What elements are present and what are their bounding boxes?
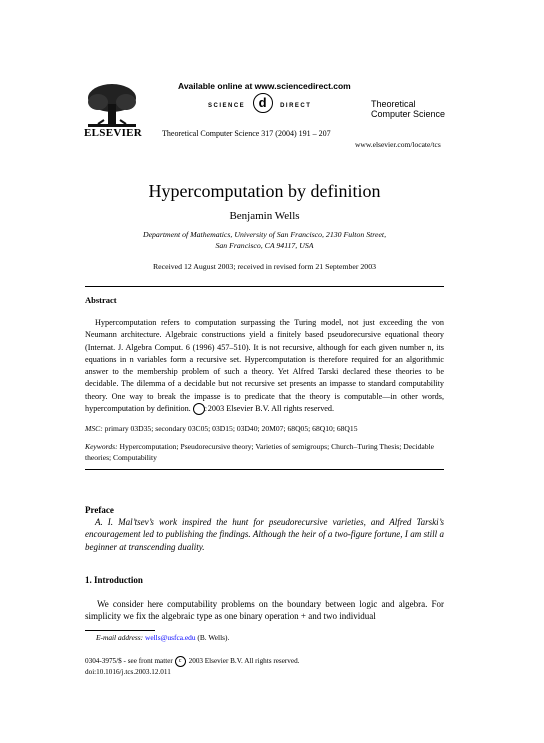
journal-url[interactable]: www.elsevier.com/locate/tcs (355, 140, 441, 149)
footer-doi: doi:10.1016/j.tcs.2003.12.011 (85, 668, 171, 677)
journal-logo (371, 99, 445, 119)
footer (85, 656, 299, 678)
author-name: Benjamin Wells (229, 210, 300, 222)
msc-line (85, 423, 444, 434)
abstract-copyright: 2003 Elsevier B.V. All rights reserved. (207, 404, 335, 414)
journal-citation: Theoretical Computer Science 317 (2004) 191 – 207 (162, 129, 331, 138)
sciencedirect-logo (208, 93, 311, 113)
affiliation (85, 229, 444, 251)
received-dates: Received 12 August 2003; received in revised form 21 September 2003 (152, 262, 377, 271)
footer-front-matter: 0304-3975/$ - see front matter (85, 657, 173, 666)
copyright-icon: c (193, 403, 205, 415)
rule-bottom (85, 469, 444, 470)
footer-line-1 (85, 656, 299, 667)
preface-text: A. I. Mal’tsev’s work inspired the hunt for pseudorecursive varieties, and Alfred Tarski’s encouragement led to publishing the findings. Although the heir of a two-figure fortune, I am still a beginner at transcending duality. (85, 517, 444, 552)
preface-heading: Preface (85, 505, 114, 515)
sciencedirect-right: DIRECT (280, 103, 312, 110)
journal-logo-line-2: Computer Science (371, 109, 446, 119)
affiliation-line-2: San Francisco, CA 94117, USA (215, 241, 314, 250)
footnote-email[interactable]: wells@usfca.edu (145, 633, 196, 642)
publisher-name: ELSEVIER (84, 127, 143, 139)
msc-text: primary 03D35; secondary 03C05; 03D15; 03D40; 20M07; 68Q05; 68Q10; 68Q15 (102, 424, 358, 433)
affiliation-line-1: Department of Mathematics, University of San Francisco, 2130 Fulton Street, (142, 230, 387, 239)
introduction-heading: 1. Introduction (85, 575, 143, 585)
footnote-rule (85, 630, 155, 631)
abstract-body (85, 317, 444, 415)
footer-copyright-icon: c (175, 656, 186, 667)
footer-rights: 2003 Elsevier B.V. All rights reserved. (188, 657, 300, 666)
journal-logo-line-1: Theoretical (371, 99, 416, 109)
rule-top (85, 286, 444, 287)
elsevier-tree-logo (84, 80, 140, 130)
abstract-text: Hypercomputation refers to computation surpassing the Turing model, not just exceeding the von Neumann architecture. Algebraic constructions yield a finitely based pseudorecursive equational theory (Internat. J. Algebra Comput. 6 (1996) 457–510). It is not recursive, although for each given number n, its equations in n variables form a recursive set. Hypercomputation is therefore required for an algorithmic answer to the membership problem of such a theory. Yet Alfred Tarski declared these theories to be decidable. The dilemma of a decidable but not recursive set presents an impasse to standard computability theory. One way to break the impasse is to predicate that the theory is computable—in other words, hypercomputation by definition. (85, 318, 444, 414)
keywords-label: Keywords: (85, 442, 118, 451)
msc-label: MSC: (85, 424, 103, 433)
keywords-text: Hypercomputation; Pseudorecursive theory; Varieties of semigroups; Church–Turing Thesis; Decidable theories; Computability (85, 442, 435, 462)
footnote-suffix: (B. Wells). (195, 633, 230, 642)
sciencedirect-left: SCIENCE (208, 103, 246, 110)
abstract-heading: Abstract (85, 295, 117, 305)
sciencedirect-at-icon: d (253, 93, 273, 113)
available-online: Available online at www.sciencedirect.com (178, 81, 351, 91)
footnote-label: E-mail address: (96, 633, 144, 642)
paper-title: Hypercomputation by definition (148, 181, 381, 201)
footnote (96, 633, 229, 642)
introduction-text: We consider here computability problems on the boundary between logic and algebra. For simplicity we fix the algebraic type as one binary operation + and two individual (85, 599, 444, 622)
keywords-line (85, 441, 444, 463)
